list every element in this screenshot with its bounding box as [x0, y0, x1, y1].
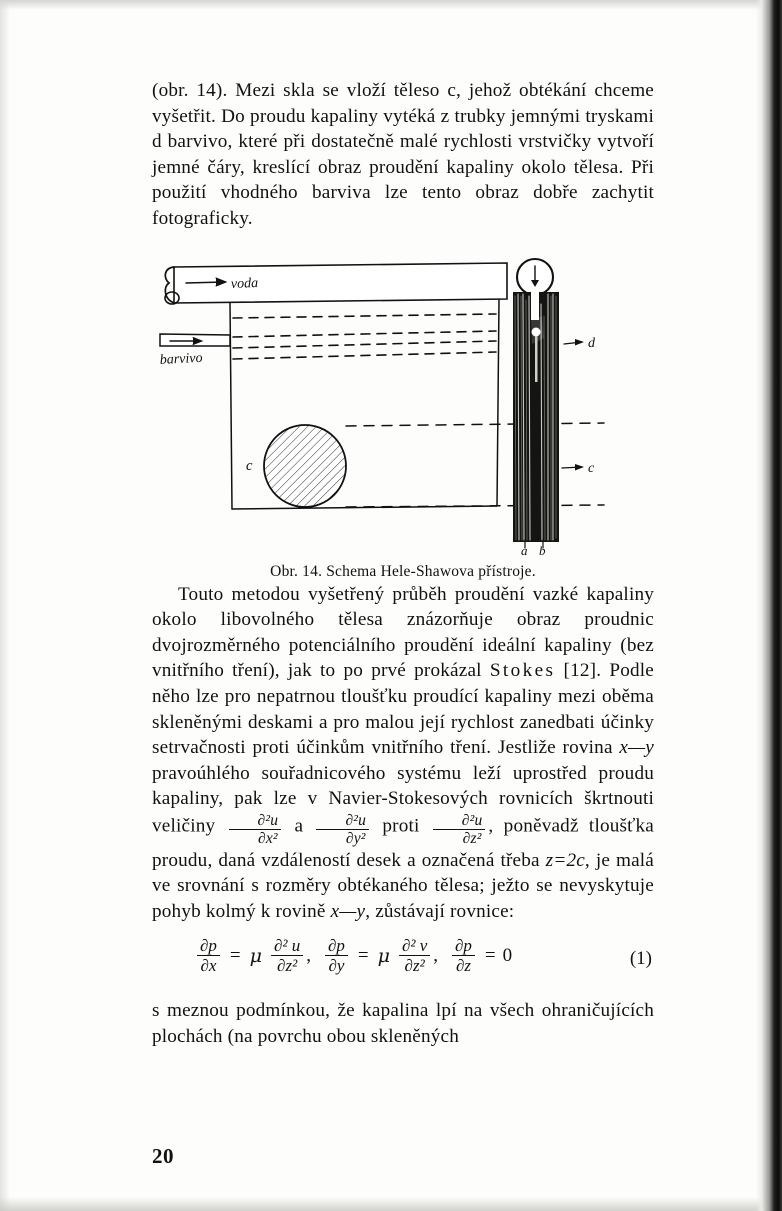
eq1-term-d2u-dz2 — [271, 936, 303, 975]
eq1-term-dp-dz — [452, 936, 475, 975]
fraction-d2u-dz2 — [433, 812, 486, 848]
equation-number: (1) — [629, 948, 652, 970]
figure-14 — [152, 256, 654, 556]
label-side-c: c — [588, 460, 595, 476]
projection-lines — [346, 423, 604, 507]
fraction-denominator: ∂x² — [229, 829, 282, 847]
figure-caption: Obr. 14. Schema Hele-Shawova přístroje. — [270, 562, 536, 580]
fraction-numerator: ∂² u — [273, 936, 301, 956]
label-barvivo: barvivo — [159, 350, 203, 368]
eq1-equals-2: = — [357, 944, 369, 966]
main-text-1: Touto metodou vyšetřený průběh proudění vazké kapaliny okolo libovolného tělesa znázorňuje obraz proudnic dvojrozměrného potenciálního proudění ideální kapaliny (bez vnitřního tření), jak to po prvé prokázal — [152, 583, 654, 682]
label-side-b: b — [539, 542, 546, 556]
fraction-numerator: ∂p — [200, 936, 217, 956]
side-label-d — [564, 339, 584, 346]
main-text-3: pravoúhlého souřadnicového systému leží uprostřed proudu kapaliny, pak lze v Navier-Stokesových rovnicích škrtnouti veličiny — [152, 762, 654, 837]
fraction-numerator: ∂p — [327, 936, 345, 956]
fraction-numerator: ∂² v — [401, 936, 428, 956]
conj-proti: proti — [372, 815, 430, 837]
variable-xy-1: x—y — [619, 737, 654, 759]
page-number: 20 — [152, 1144, 174, 1168]
fraction-d2u-dy2 — [316, 812, 369, 848]
fraction-numerator: ∂²u — [345, 811, 367, 829]
page-content — [152, 78, 654, 1050]
fraction-denominator: ∂z² — [399, 955, 430, 975]
eq1-term-dp-dx — [197, 936, 220, 975]
side-label-c — [562, 464, 584, 471]
fraction-denominator: ∂y — [325, 955, 348, 975]
label-side-a: a — [521, 542, 528, 556]
label-side-d: d — [588, 335, 595, 351]
fraction-d2u-dx2 — [229, 812, 282, 848]
main-text-4: , je malá ve srovnání s rozměry obtékaného tělesa; ježto se nevyskytuje pohyb kolmý k rovině — [152, 849, 655, 922]
fraction-denominator: ∂x — [197, 955, 220, 975]
eq1-mu-1: μ — [249, 944, 262, 967]
main-text-5: , zůstávají rovnice: — [365, 900, 515, 922]
scan-edge-right — [756, 0, 782, 1211]
fraction-numerator: ∂p — [455, 936, 472, 956]
paragraph-main — [152, 582, 654, 925]
scan-edge-left — [0, 0, 10, 1211]
fraction-numerator: ∂²u — [461, 811, 483, 829]
eq1-term-dp-dy — [325, 936, 348, 975]
main-text-after-fracs: , poněvadž tloušťka proudu, daná vzdáleností desek a označená třeba — [152, 815, 654, 871]
variable-z-equals-2c: z=2c — [545, 849, 585, 871]
body-c — [262, 423, 350, 511]
paragraph-closing: s meznou podmínkou, že kapalina lpí na všech ohraničujících plochách (na povrchu obou skleněných — [152, 1000, 654, 1047]
label-voda: voda — [230, 275, 259, 292]
scan-edge-top — [0, 0, 782, 10]
fraction-denominator: ∂z — [452, 955, 475, 975]
eq1-term-d2v-dz2 — [399, 936, 430, 975]
eq1-comma-1: , — [306, 944, 311, 966]
citation-stokes: Stokes — [489, 660, 556, 682]
fraction-denominator: ∂y² — [316, 829, 369, 847]
eq1-comma-2: , — [433, 944, 439, 966]
scan-edge-bottom — [0, 1197, 782, 1211]
eq1-equals-1: = — [229, 944, 241, 966]
variable-xy-2: x—y — [330, 900, 366, 922]
fraction-denominator: ∂z² — [271, 955, 303, 975]
eq1-mu-2: μ — [377, 944, 390, 967]
side-view-apparatus — [513, 259, 559, 550]
main-text-2: [12]. Podle něho lze pro nepatrnou tloušťku proudící kapaliny mezi oběma skleněnými deskami a pro malou její rychlost zanedbati účinky setrvačnosti proti účinkům vnitřního tření. Jestliže rovina — [152, 660, 654, 759]
hele-shaw-diagram — [152, 256, 654, 556]
label-body-c: c — [246, 457, 253, 474]
equation-1 — [152, 936, 654, 988]
fraction-denominator: ∂z² — [433, 829, 486, 847]
eq1-equals-3: = — [484, 944, 496, 966]
paragraph-intro: (obr. 14). Mezi skla se vloží těleso c, jehož obtékání chceme vyšetřit. Do proudu kapaliny vytéká z trubky jemnými tryskami d barvivo, které při dostatečně malé rychlosti vrstvičky vytvoří jemné čáry, kreslící obraz proudění kapaliny okolo tělesa. Při použití vhodného barviva lze tento obraz dobře zachytit fotograficky. — [152, 80, 654, 229]
eq1-zero: 0 — [502, 944, 513, 966]
conj-a: a — [284, 815, 314, 837]
dye-inlet-tube — [160, 334, 230, 346]
streamlines — [233, 314, 496, 359]
fraction-numerator: ∂²u — [257, 811, 279, 829]
